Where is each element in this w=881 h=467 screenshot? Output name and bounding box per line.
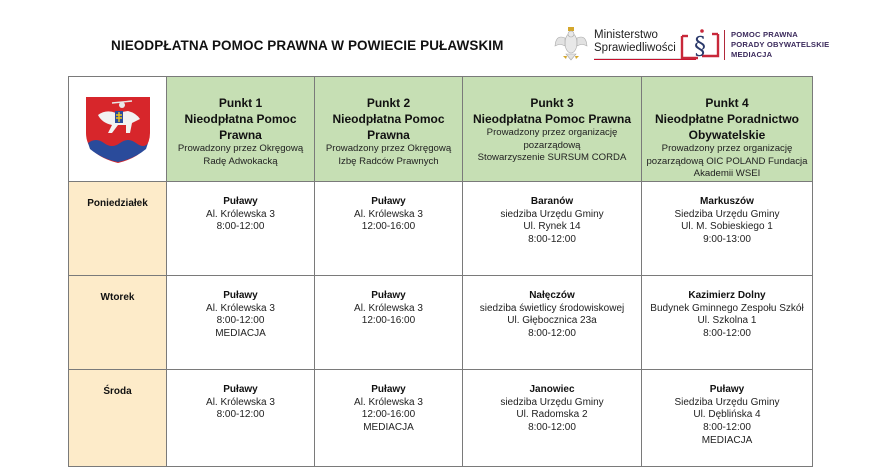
schedule-cell: Puławy Al. Królewska 3 8:00-12:00 [167,181,315,275]
coat-of-arms-icon [82,93,154,165]
row-tuesday [69,275,813,369]
schedule-cell: Puławy Siedziba Urzędu Gminy Ul. Dęblińska 4 8:00-12:00 MEDIACJA [642,369,813,466]
schedule-cell: Janowiec siedziba Urzędu Gminy Ul. Radomska 2 8:00-12:00 [463,369,642,466]
paragraph-book-icon [680,28,720,62]
header-punkt-1: Punkt 1 Nieodpłatna Pomoc Prawna Prowadzony przez Okręgową Radę Adwokacką [167,77,315,182]
schedule-table [68,76,813,467]
document-title: NIEODPŁATNA POMOC PRAWNA W POWIECIE PUŁAWSKIM [111,38,504,53]
ministry-name-line2: Sprawiedliwości [594,41,676,54]
schedule-cell: Nałęczów siedziba świetlicy środowiskowej Ul. Głębocznica 23a 8:00-12:00 [463,275,642,369]
ministry-name-line1: Ministerstwo [594,28,658,41]
program-line2: PORADY OBYWATELSKIE [731,40,830,49]
day-label: Środa [69,369,167,466]
row-monday [69,181,813,275]
schedule-cell: Baranów siedziba Urzędu Gminy Ul. Rynek 14 8:00-12:00 [463,181,642,275]
header-row [69,77,813,182]
day-label: Wtorek [69,275,167,369]
schedule-cell: Kazimierz Dolny Budynek Gminnego Zespołu Szkół Ul. Szkolna 1 8:00-12:00 [642,275,813,369]
program-line3: MEDIACJA [731,50,773,59]
schedule-cell: Puławy Al. Królewska 3 8:00-12:00 MEDIACJA [167,275,315,369]
program-logo [680,28,829,62]
schedule-cell: Puławy Al. Królewska 3 8:00-12:00 [167,369,315,466]
logo-separator [724,30,725,60]
crest-cell [69,77,167,182]
header-punkt-2: Punkt 2 Nieodpłatna Pomoc Prawna Prowadzony przez Okręgową Izbę Radców Prawnych [315,77,463,182]
schedule-cell: Markuszów Siedziba Urzędu Gminy Ul. M. Sobieskiego 1 9:00-13:00 [642,181,813,275]
svg-text:§: § [694,32,706,60]
polish-eagle-icon [554,26,588,62]
ministry-logo [554,26,696,62]
header-punkt-4: Punkt 4 Nieodpłatne Poradnictwo Obywatelskie Prowadzony przez organizację pozarządową OIC POLAND Fundacja Akademii WSEI [642,77,813,182]
schedule-cell: Puławy Al. Królewska 3 12:00-16:00 [315,275,463,369]
day-label: Poniedziałek [69,181,167,275]
row-wednesday [69,369,813,466]
schedule-cell: Puławy Al. Królewska 3 12:00-16:00 [315,181,463,275]
header-punkt-3: Punkt 3 Nieodpłatna Pomoc Prawna Prowadzony przez organizację pozarządową Stowarzyszenie SURSUM CORDA [463,77,642,182]
schedule-cell: Puławy Al. Królewska 3 12:00-16:00 MEDIACJA [315,369,463,466]
program-line1: POMOC PRAWNA [731,30,798,39]
